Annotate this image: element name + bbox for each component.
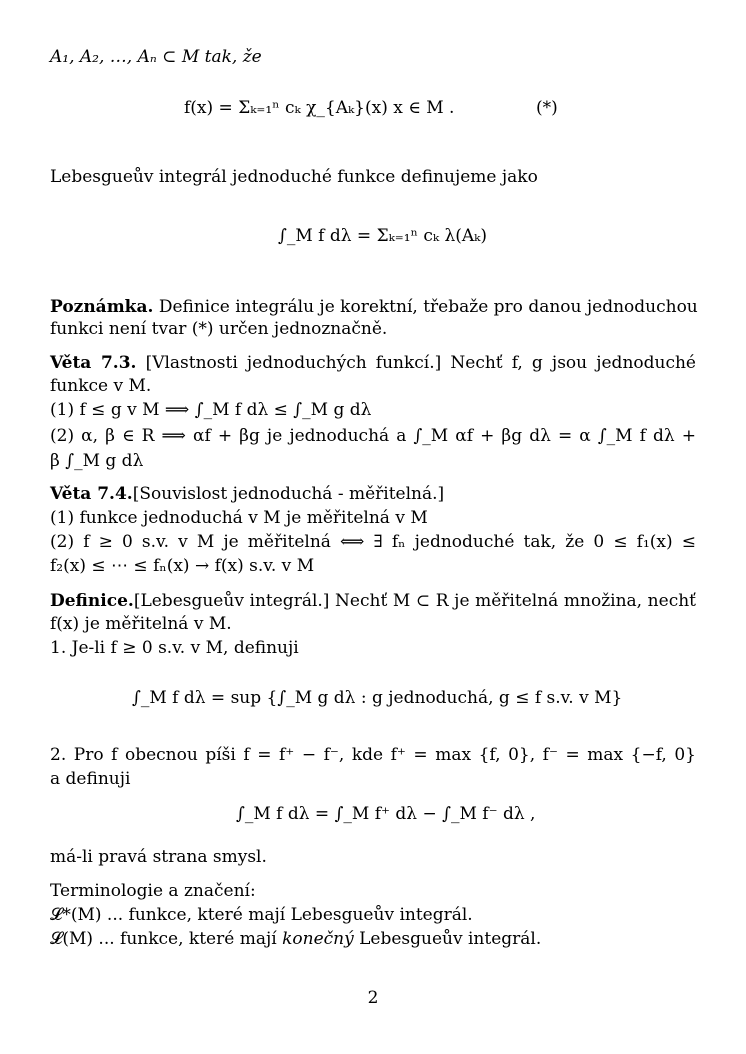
theorem-7-3-text: [Vlastnosti jednoduchých funkcí.] Nechť f, g jsou jednoduché: [145, 353, 696, 373]
terminology-heading: Terminologie a značení:: [50, 881, 256, 901]
intro-line: A₁, A₂, …, Aₙ ⊂ M tak, že: [50, 47, 262, 67]
definition-text-1: [Lebesgueův integrál.] Nechť M ⊂ R je měřitelná množina, nechť: [133, 591, 696, 611]
theorem-7-3-line-1: [50, 352, 696, 374]
theorem-7-4-heading: Věta 7.4.: [50, 484, 133, 504]
definition-heading: Definice.: [50, 591, 134, 611]
terminology-line-2-a: 𝓛(M) ... funkce, které mají: [50, 929, 277, 949]
remark-line-2: funkci není tvar (*) určen jednoznačně.: [50, 319, 388, 339]
equation-lebesgue-general: ∫_M f dλ = ∫_M f⁺ dλ − ∫_M f⁻ dλ ,: [236, 804, 536, 824]
theorem-7-3-item-2-cont: β ∫_M g dλ: [50, 451, 144, 471]
theorem-7-4-line-1: [50, 483, 444, 505]
page-number: 2: [367, 988, 379, 1008]
definition-sentence: Lebesgueův integrál jednoduché funkce definujeme jako: [50, 167, 538, 187]
definition-line-4: 2. Pro f obecnou píši f = f⁺ − f⁻, kde f⁺ = max {f, 0}, f⁻ = max {−f, 0}: [50, 745, 696, 765]
definition-line-6: má-li pravá strana smysl.: [50, 847, 267, 867]
terminology-line-1: 𝓛*(M) ... funkce, které mají Lebesgueův integrál.: [50, 905, 473, 925]
theorem-7-3-heading: Věta 7.3.: [50, 353, 137, 373]
theorem-7-4-item-2-cont: f₂(x) ≤ ⋯ ≤ fₙ(x) → f(x) s.v. v M: [50, 556, 315, 576]
remark-heading: Poznámka.: [50, 297, 154, 317]
theorem-7-4-item-2: (2) f ≥ 0 s.v. v M je měřitelná ⟺ ∃ fₙ jednoduché tak, že 0 ≤ f₁(x) ≤: [50, 532, 696, 552]
definition-line-3: 1. Je-li f ≥ 0 s.v. v M, definuji: [50, 638, 299, 658]
remark-line-1: [50, 296, 696, 318]
theorem-7-3-item-1: (1) f ≤ g v M ⟹ ∫_M f dλ ≤ ∫_M g dλ: [50, 400, 372, 420]
equation-simple-function: f(x) = Σₖ₌₁ⁿ cₖ χ_{Aₖ}(x) x ∈ M .: [184, 98, 455, 118]
terminology-emphasis: konečný: [282, 929, 354, 949]
definition-line-1: [50, 590, 696, 612]
theorem-7-3-item-2: (2) α, β ∈ R ⟹ αf + βg je jednoduchá a ∫_M αf + βg dλ = α ∫_M f dλ +: [50, 426, 696, 446]
theorem-7-3-line-2: funkce v M.: [50, 376, 152, 396]
remark-text-1: Definice integrálu je korektní, třebaže pro danou jednoduchou: [158, 297, 698, 317]
terminology-line-2: [50, 928, 541, 950]
equation-integral-simple: ∫_M f dλ = Σₖ₌₁ⁿ cₖ λ(Aₖ): [278, 226, 487, 246]
equation-tag: (*): [536, 98, 558, 118]
definition-line-5: a definuji: [50, 769, 131, 789]
terminology-line-2-c: Lebesgueův integrál.: [359, 929, 542, 949]
theorem-7-4-text: [Souvislost jednoduchá - měřitelná.]: [132, 484, 445, 504]
theorem-7-4-item-1: (1) funkce jednoduchá v M je měřitelná v M: [50, 508, 428, 528]
equation-lebesgue-nonneg: ∫_M f dλ = sup {∫_M g dλ : g jednoduchá, g ≤ f s.v. v M}: [132, 688, 623, 708]
definition-line-2: f(x) je měřitelná v M.: [50, 614, 232, 634]
